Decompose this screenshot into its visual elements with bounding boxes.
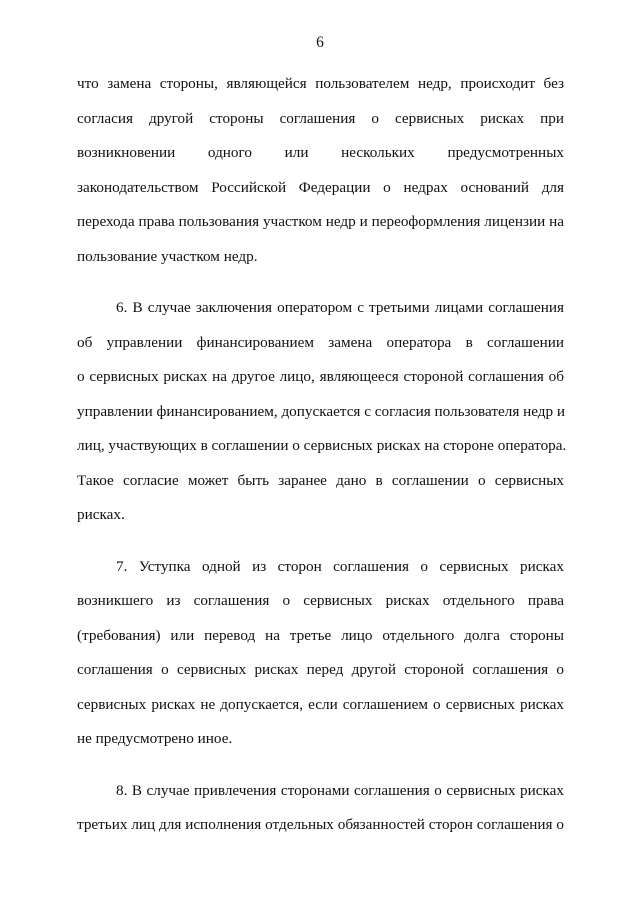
text-line: управлении финансированием, допускается с согласия пользователя недр и [77,402,566,420]
text-line: пользование участком недр. [77,247,258,265]
text-line: сервисных рисках не допускается, если соглашением о сервисных рисках [77,695,564,713]
paragraph-gap [77,757,564,774]
text-line: 8. В случае привлечения сторонами соглашения о сервисных рисках [116,781,564,799]
text-line: (требования) или перевод на третье лицо отдельного долга стороны [77,626,564,644]
text-line: об управлении финансированием замена оператора в соглашении [77,333,564,351]
text-line: 7. Уступка одной из сторон соглашения о сервисных рисках [116,557,564,575]
paragraph [77,291,567,533]
text-line: законодательством Российской Федерации о недрах оснований для [77,178,564,196]
paragraph-gap [77,274,564,291]
document-body [77,67,567,843]
paragraph [77,550,564,757]
text-line: возникновении одного или нескольких предусмотренных [77,144,564,161]
text-line: третьих лиц для исполнения отдельных обязанностей сторон соглашения о [77,816,564,833]
text-line: 6. В случае заключения оператором с третьими лицами соглашения [116,299,564,316]
text-line: Такое согласие может быть заранее дано в соглашении о сервисных [77,471,564,489]
paragraph-gap [77,533,564,550]
text-line: рисках. [77,506,125,523]
text-line: не предусмотрено иное. [77,730,233,747]
text-line: о сервисных рисках на другое лицо, являющееся стороной соглашения об [77,368,564,385]
paragraph [77,67,564,274]
text-line: согласия другой стороны соглашения о сервисных рисках при [77,109,564,127]
page-number: 6 [316,34,324,51]
text-line: что замена стороны, являющейся пользователем недр, происходит без [77,75,564,92]
paragraph [77,774,564,843]
text-line: перехода права пользования участком недр и переоформления лицензии на [77,213,564,230]
text-line: лиц, участвующих в соглашении о сервисных рисках на стороне оператора. [77,437,567,454]
text-line: соглашения о сервисных рисках перед другой стороной соглашения о [77,661,564,678]
text-line: возникшего из соглашения о сервисных рисках отдельного права [77,592,564,609]
